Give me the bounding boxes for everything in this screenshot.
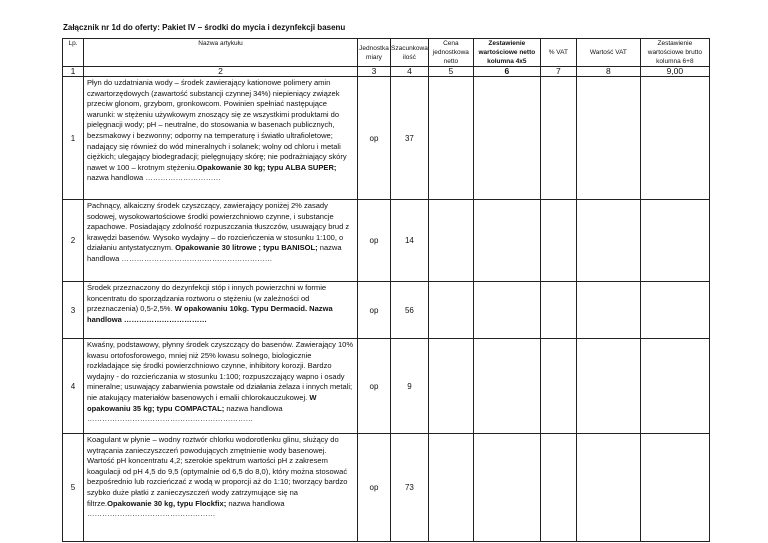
col-header-unit: Jednostka miary <box>358 39 391 67</box>
row-vat-value-cell[interactable] <box>576 339 640 434</box>
column-number: 2 <box>84 67 358 77</box>
row-vat-value-cell[interactable] <box>576 77 640 200</box>
table-row <box>63 282 710 339</box>
row-unit: op <box>358 77 391 200</box>
row-net-value-cell[interactable] <box>473 200 540 282</box>
row-qty: 14 <box>391 200 429 282</box>
row-gross-value-cell[interactable] <box>640 434 709 542</box>
row-vat-pct-cell[interactable] <box>540 339 576 434</box>
row-vat-pct-cell[interactable] <box>540 77 576 200</box>
table-row <box>63 434 710 542</box>
row-net-value-cell[interactable] <box>473 434 540 542</box>
column-number: 9,00 <box>640 67 709 77</box>
col-header-net-value <box>473 39 540 67</box>
row-vat-pct-cell[interactable] <box>540 434 576 542</box>
row-unit: op <box>358 282 391 339</box>
row-qty: 9 <box>391 339 429 434</box>
row-vat-pct-cell[interactable] <box>540 282 576 339</box>
row-gross-value-cell[interactable] <box>640 339 709 434</box>
column-number: 7 <box>540 67 576 77</box>
column-number: 1 <box>63 67 84 77</box>
table-row <box>63 77 710 200</box>
row-gross-value-cell[interactable] <box>640 200 709 282</box>
net-value-line-1: Zestawienie <box>488 40 526 47</box>
col-header-price: Cena jednostkowa netto <box>428 39 473 67</box>
page-title: Załącznik nr 1d do oferty: Pakiet IV – środki do mycia i dezynfekcji basenu <box>63 23 346 32</box>
price-table <box>62 38 710 542</box>
col-header-name: Nazwa artykułu <box>84 39 358 67</box>
row-qty: 56 <box>391 282 429 339</box>
row-lp: 4 <box>63 339 84 434</box>
row-price-cell[interactable] <box>428 77 473 200</box>
col-header-gross-value: Zestawienie wartościowe brutto kolumna 6+8 <box>640 39 709 67</box>
column-number: 5 <box>428 67 473 77</box>
row-price-cell[interactable] <box>428 200 473 282</box>
net-value-line-2: wartościowe netto <box>478 49 536 56</box>
row-unit: op <box>358 434 391 542</box>
row-gross-value-cell[interactable] <box>640 282 709 339</box>
col-header-qty: Szacunkowa ilość <box>391 39 429 67</box>
row-unit: op <box>358 339 391 434</box>
row-description: Kwaśny, podstawowy, płynny środek czyszczący do basenów. Zawierający 10% kwasu ortofosforowego, mniej niż 25% kwasu solnego, biologicznie rozkładające się środki powierzchniowo czynne, inhibitory korozji. Bardzo wydajny - do rozcieńczania w stosunku 1:100; rozpuszczający wapno i osady mineralne; usuwający zabarwienia powstałe od działania żelaza i innych metali; nie atakujący materiałów basenowych i emalii chlorokauczukowej. W opakowaniu 35 kg; typu COMPACTAL; nazwa handlowa ………………………………………………………… <box>84 339 358 434</box>
col-header-vat-value: Wartość VAT <box>576 39 640 67</box>
row-net-value-cell[interactable] <box>473 77 540 200</box>
col-header-vat-pct: % VAT <box>540 39 576 67</box>
row-vat-value-cell[interactable] <box>576 434 640 542</box>
row-vat-value-cell[interactable] <box>576 200 640 282</box>
row-qty: 73 <box>391 434 429 542</box>
row-lp: 2 <box>63 200 84 282</box>
row-lp: 3 <box>63 282 84 339</box>
row-price-cell[interactable] <box>428 282 473 339</box>
row-description: Płyn do uzdatniania wody – środek zawierający kationowe polimery amin czwartorzędowych (zawartość substancji czynnej 34%) niepieniący związek przeciw glonom, grzybom, gronkowcom. Powinien spełniać następujące warunki: w stężeniu używkowym znoszący się ze wszystkimi produktami do pielęgnacji wody; pH – neutralne, do stosowania w basenach publicznych, bezsmakowy i bezwonny; odporny na temperaturę i światło ultrafioletowe; nadający się również do wód mineralnych i solanek; wolny od chloru i metali ciężkich; ulegający biodegradacji; pielęgnujący skórę; nie podrażniający skóry nawet w 100 – krotnym stężeniu.Opakowanie 30 kg; typu ALBA SUPER; nazwa handlowa ………………………… <box>84 77 358 200</box>
row-description: Pachnący, alkaiczny środek czyszczący, zawierający poniżej 2% zasady sodowej, wysokowartościowe środki powierzchniowo czynne, i substancje zapachowe. Posiadający zdolność rozpuszczania tłuszczów, usuwający brud z krawędzi basenów. Wysoko wydajny – do rozcieńczenia w stosunku 1:100, o działaniu antystatycznym. Opakowanie 30 litrowe ; typu BANISOL; nazwa handlowa …………………………………………………… <box>84 200 358 282</box>
row-lp: 1 <box>63 77 84 200</box>
row-unit: op <box>358 200 391 282</box>
net-value-line-3: kolumna 4x5 <box>487 58 527 65</box>
row-net-value-cell[interactable] <box>473 339 540 434</box>
header-row <box>63 39 710 67</box>
row-price-cell[interactable] <box>428 339 473 434</box>
row-description: Środek przeznaczony do dezynfekcji stóp i innych powierzchni w formie koncentratu do sporządzania roztworu o stężeniu (w zależności od przeznaczenia) 0,5-2,5%. W opakowaniu 10kg. Typu Dermacid. Nazwa handlowa …………………………… <box>84 282 358 339</box>
table-row <box>63 339 710 434</box>
row-net-value-cell[interactable] <box>473 282 540 339</box>
column-number-row <box>63 67 710 77</box>
row-price-cell[interactable] <box>428 434 473 542</box>
table-row <box>63 200 710 282</box>
column-number: 3 <box>358 67 391 77</box>
column-number: 6 <box>473 67 540 77</box>
row-lp: 5 <box>63 434 84 542</box>
row-vat-pct-cell[interactable] <box>540 200 576 282</box>
column-number: 8 <box>576 67 640 77</box>
row-description: Koagulant w płynie – wodny roztwór chlorku wodorotlenku glinu, służący do wytrącania zanieczyszczeń powodujących zmętnienie wody basenowej. Wartość pH koncentratu 4,2; szerokie spektrum wartości pH z zakresem koagulacji od pH 4,5 do 9,5 (optymalnie od 6,5 do 8,0), który można stosować bezpośrednio lub rozcieńczać z wodą w proporcji aż do 1:10; tworzący bardzo szybko duże płatki z zanieczyszczeń wody zatrzymujące się na filtrze.Opakowanie 30 kg, typu Flockfix; nazwa handlowa …………………………………………… <box>84 434 358 542</box>
column-number: 4 <box>391 67 429 77</box>
row-qty: 37 <box>391 77 429 200</box>
row-vat-value-cell[interactable] <box>576 282 640 339</box>
col-header-lp: Lp. <box>63 39 84 67</box>
row-gross-value-cell[interactable] <box>640 77 709 200</box>
